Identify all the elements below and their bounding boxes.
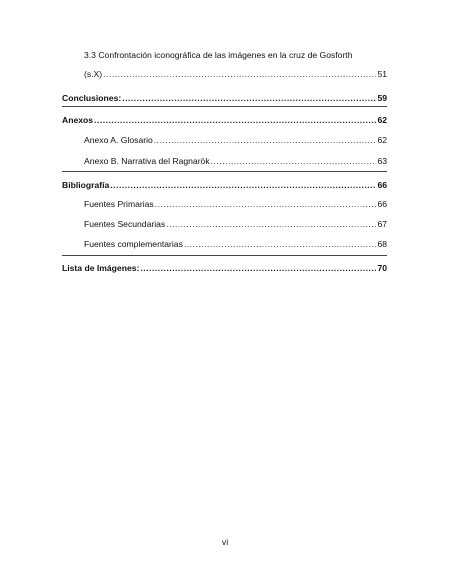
toc-entry-fuentes-secundarias[interactable] bbox=[84, 218, 387, 230]
toc-entry-label: Bibliografía bbox=[62, 180, 110, 190]
toc-page-number: 62 bbox=[377, 115, 387, 125]
toc-entry-label: Lista de Imágenes: bbox=[62, 263, 140, 273]
toc-entry-lista-imagenes[interactable] bbox=[62, 262, 387, 274]
toc-entry-label: (s.X) bbox=[84, 69, 103, 79]
toc-page-number: 59 bbox=[377, 93, 387, 103]
section-divider bbox=[62, 106, 387, 107]
toc-entry-label: Fuentes Secundarias bbox=[84, 219, 166, 229]
dot-leader bbox=[94, 114, 376, 126]
section-divider bbox=[62, 255, 387, 256]
toc-entry-anexo-a[interactable] bbox=[84, 134, 387, 146]
toc-page-number: 70 bbox=[377, 263, 387, 273]
toc-entry-bibliografia[interactable] bbox=[62, 179, 387, 191]
dot-leader bbox=[211, 155, 377, 167]
toc-entry-fuentes-complementarias[interactable] bbox=[84, 238, 387, 250]
toc-entry-label: Fuentes Primarias bbox=[84, 199, 154, 209]
toc-entry-3-3-line1: 3.3 Confrontación iconográfica de las imágenes en la cruz de Gosforth bbox=[84, 50, 353, 60]
dot-leader bbox=[184, 238, 377, 250]
toc-page-number: 66 bbox=[377, 180, 387, 190]
toc-page-number: 62 bbox=[377, 135, 387, 145]
toc-entry-label: Conclusiones: bbox=[62, 93, 122, 103]
dot-leader bbox=[166, 218, 376, 230]
dot-leader bbox=[155, 198, 377, 210]
toc-entry-label: Anexo B. Narrativa del Ragnarök bbox=[84, 156, 210, 166]
dot-leader bbox=[154, 134, 377, 146]
dot-leader bbox=[110, 179, 376, 191]
dot-leader bbox=[103, 68, 376, 80]
toc-page-number: 51 bbox=[377, 69, 387, 79]
dot-leader bbox=[122, 92, 376, 104]
toc-page-number: 66 bbox=[377, 199, 387, 209]
toc-page-number: 63 bbox=[377, 156, 387, 166]
toc-page-number: 68 bbox=[377, 239, 387, 249]
section-divider bbox=[62, 171, 387, 172]
dot-leader bbox=[140, 262, 376, 274]
toc-entry-anexos[interactable] bbox=[62, 114, 387, 126]
toc-entry-anexo-b[interactable] bbox=[84, 155, 387, 167]
toc-entry-label: Fuentes complementarias bbox=[84, 239, 183, 249]
toc-entry-3-3[interactable] bbox=[84, 68, 387, 80]
toc-entry-label: Anexo A. Glosario bbox=[84, 135, 153, 145]
toc-entry-label: Anexos bbox=[62, 115, 94, 125]
toc-page-number: 67 bbox=[377, 219, 387, 229]
toc-entry-fuentes-primarias[interactable] bbox=[84, 198, 387, 210]
page-number: vi bbox=[221, 537, 229, 547]
toc-entry-conclusiones[interactable] bbox=[62, 92, 387, 104]
